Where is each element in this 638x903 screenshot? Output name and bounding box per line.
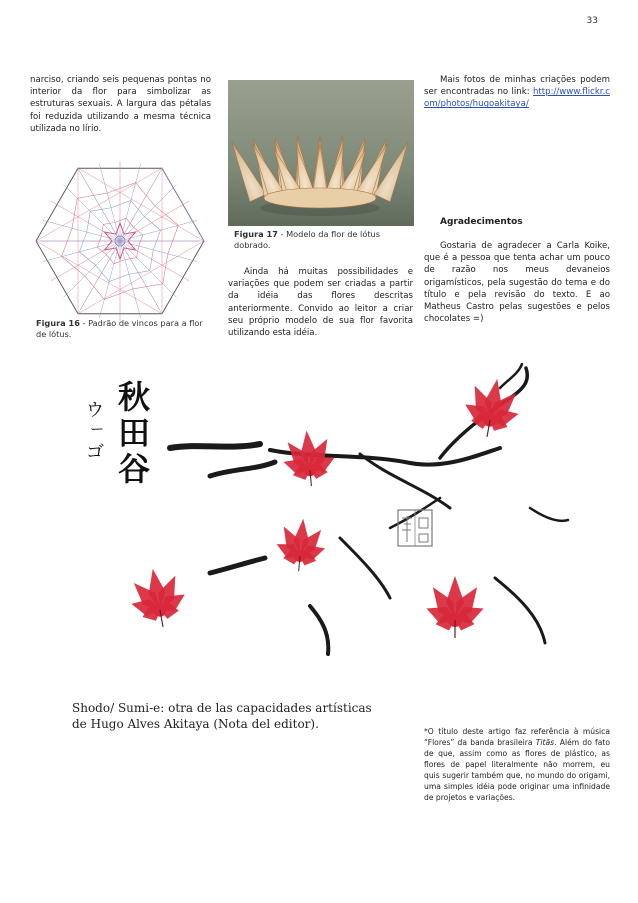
katakana-char: ゴ <box>86 442 104 463</box>
katakana-char: ウ <box>86 400 104 421</box>
katakana-char: ー <box>90 422 104 438</box>
sumi-e-artwork <box>60 358 620 698</box>
figure-17-caption <box>234 229 408 251</box>
photos-intro: Mais fotos de minhas criações podem ser encontradas no link: <box>424 75 610 98</box>
figure-17-label: Figura 17 <box>234 229 278 239</box>
footnote <box>424 726 610 803</box>
page-number: 33 <box>586 16 598 26</box>
footnote-after: . Além do fato de que, assim como as flores de plástico, as flores de papel literalmente não morrem, eu quis sugerir também que, no mundo do origami, uma simples idéia pode originar uma infinidade de projetos e variações. <box>424 738 611 802</box>
column-2-paragraph: Ainda há muitas possibilidades e variações que podem ser criadas a partir da idéia das flores descritas anteriormente. Convido ao leitor a criar seu próprio modelo de sua flor favorita utilizando esta idéia. <box>228 267 413 339</box>
kanji-char: 谷 <box>118 450 151 488</box>
artist-seal <box>398 510 432 546</box>
footnote-before: *O título deste artigo faz referência à música “Flores” da banda brasileira <box>424 727 610 747</box>
shodo-caption: Shodo/ Sumi-e: otra de las capacidades artísticas de Hugo Alves Akitaya (Nota del editor). <box>72 701 372 731</box>
kanji-char: 田 <box>118 414 151 452</box>
figure-16-text: - Padrão de vincos para a flor de lótus. <box>36 318 203 339</box>
calligraphy <box>86 378 150 488</box>
photos-text <box>424 74 610 111</box>
flickr-link[interactable]: http://www.flickr.com/photos/hugoakitaya/ <box>424 87 610 110</box>
lotus-crease-pattern <box>24 156 216 326</box>
figure-17-text: - Modelo da flor de lótus dobrado. <box>234 229 380 250</box>
ack-heading: Agradecimentos <box>440 217 523 227</box>
lotus-photo <box>228 80 414 226</box>
ack-text: Gostaria de agradecer a Carla Koike, que é a pessoa que tenta achar um pouco de razão nos meus devaneios origamísticos, pela sugestão do tema e do título e pela revisão do texto. E ao Matheus Castro pelas sugestões e pelos chocolates =) <box>424 241 610 325</box>
figure-16-caption <box>36 318 208 340</box>
figure-16-label: Figura 16 <box>36 318 80 328</box>
kanji-char: 秋 <box>118 378 151 416</box>
column-1-intro: narciso, criando seis pequenas pontas no interior da flor para simbolizar as estruturas sexuais. A largura das pétalas foi reduzida utilizando a mesma técnica utilizada no lírio. <box>30 75 211 134</box>
footnote-band: Titãs <box>535 738 555 747</box>
